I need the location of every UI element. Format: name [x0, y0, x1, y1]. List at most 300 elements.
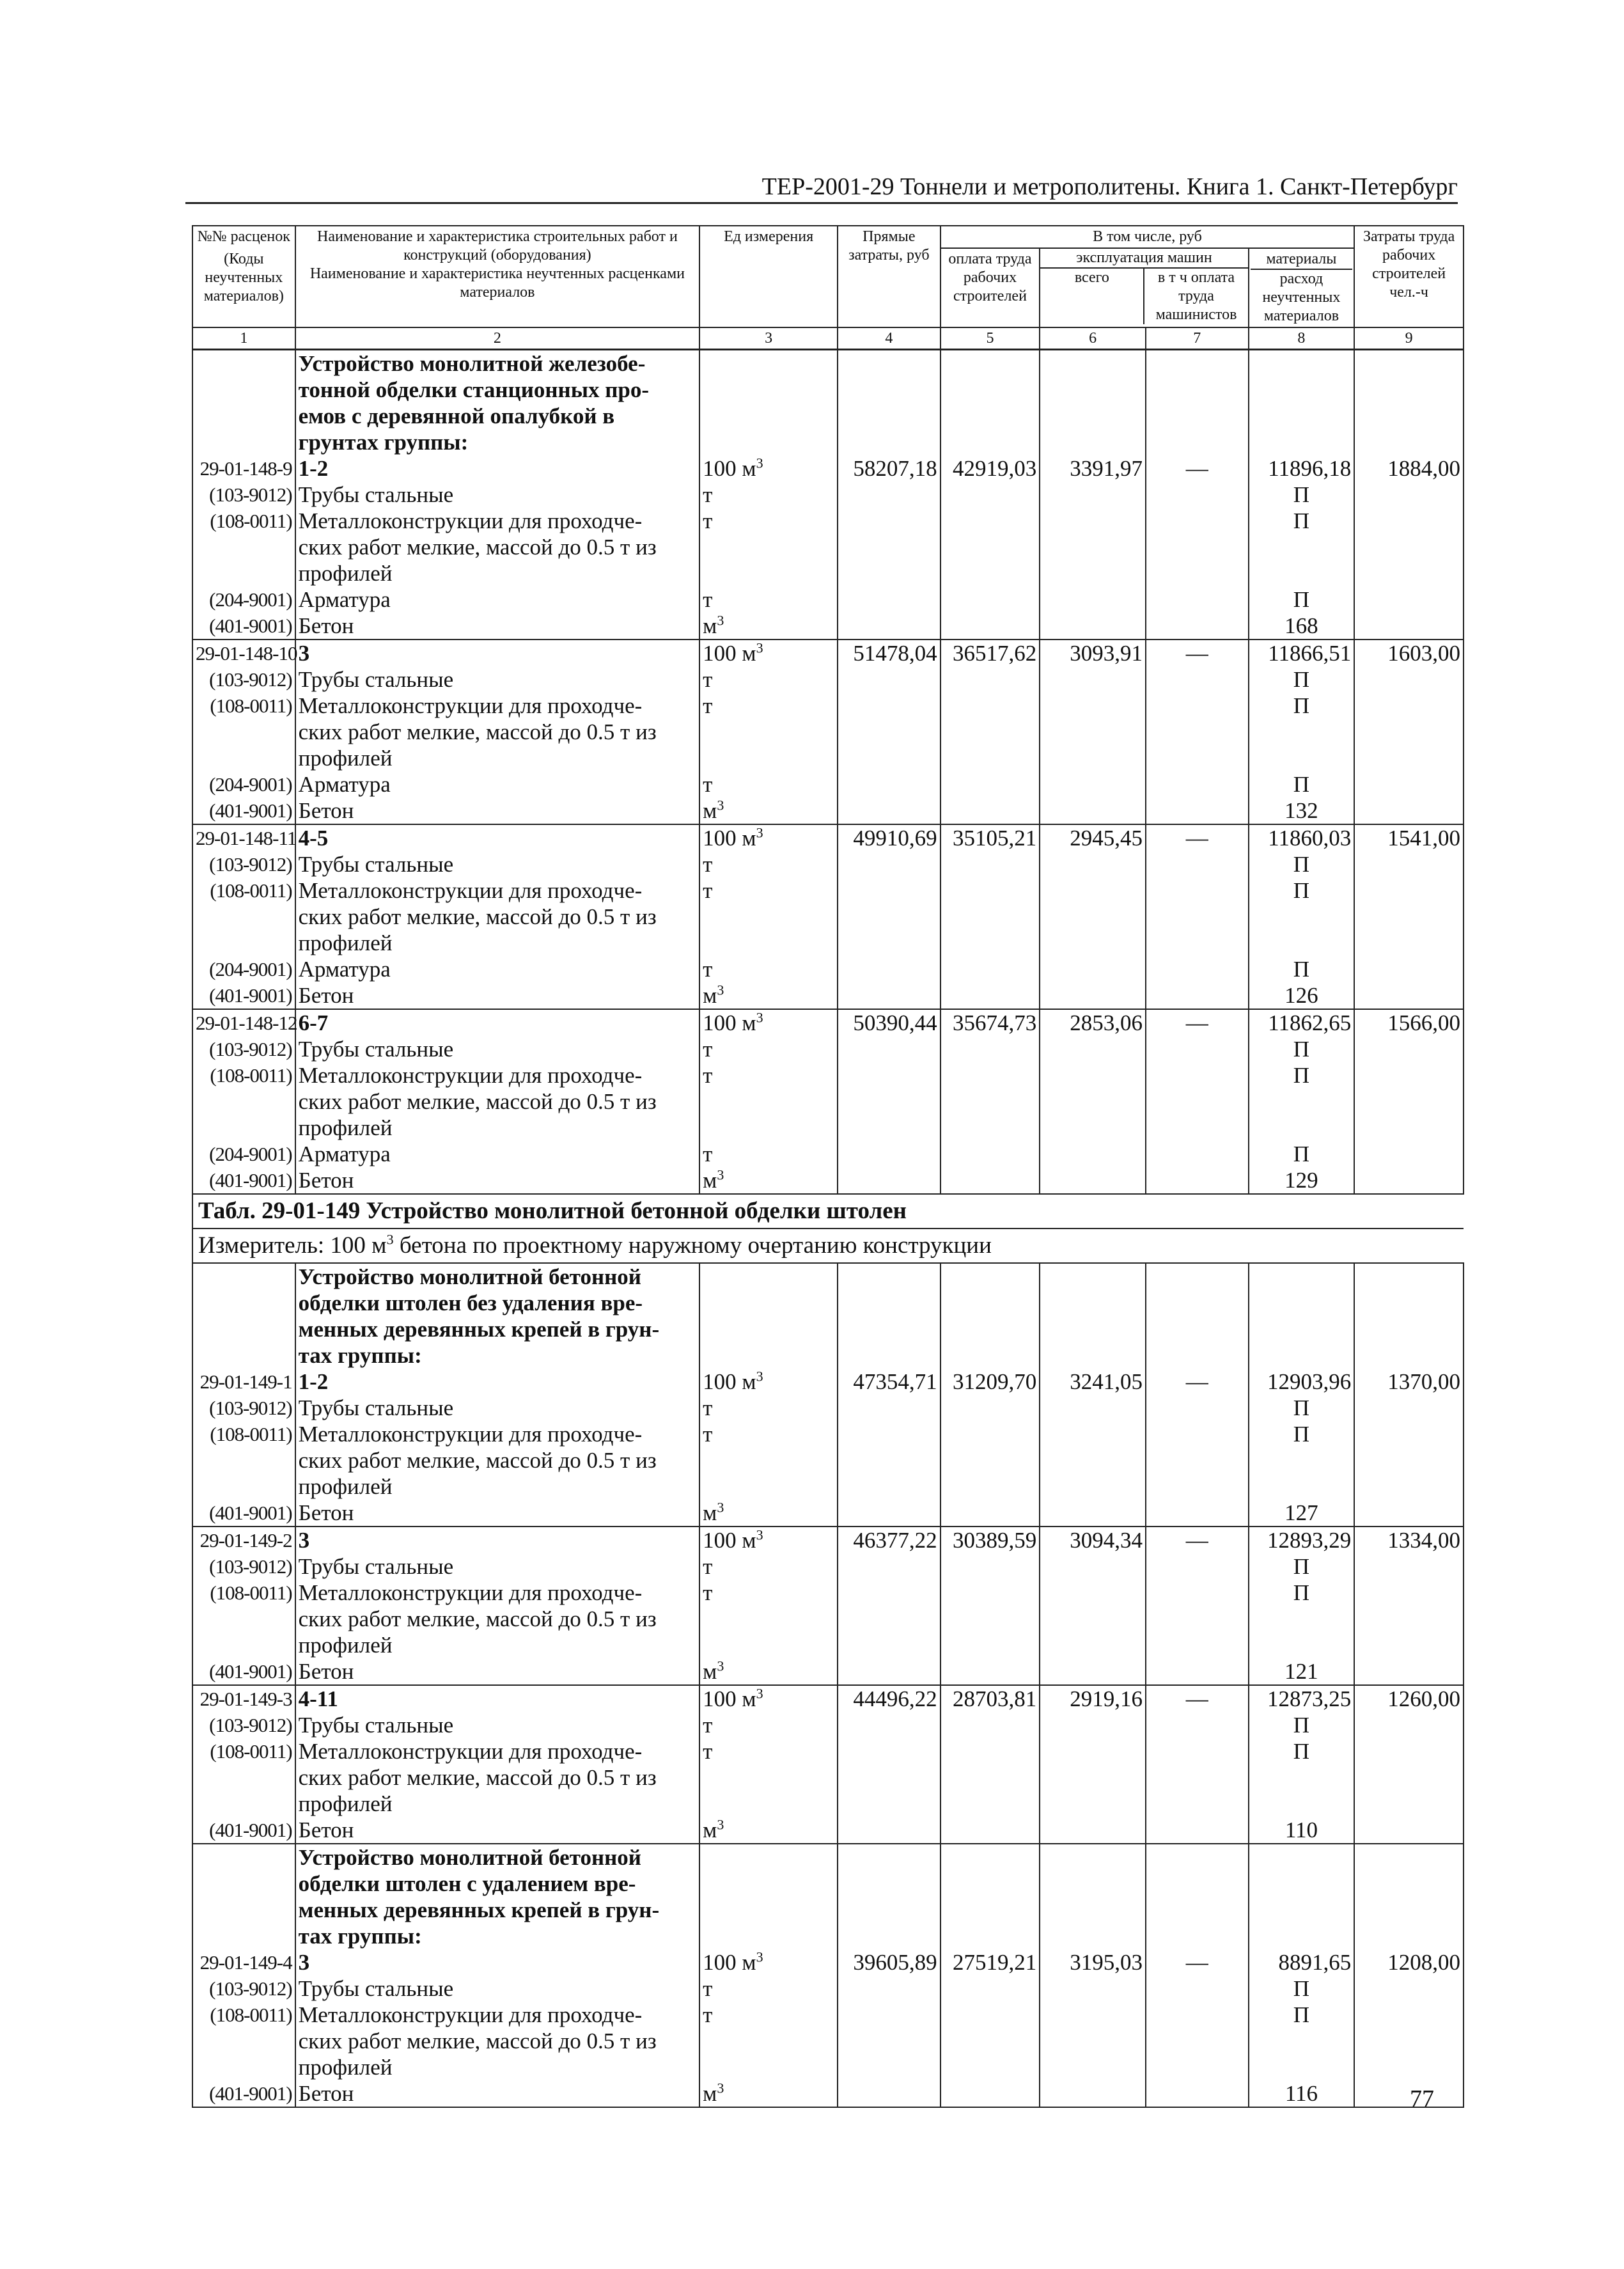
rate-code [192, 1871, 295, 1897]
worker-hours [1354, 1844, 1464, 1871]
rate-code: (401-9001) [192, 1500, 295, 1527]
labor-cost: 30389,59 [941, 1527, 1040, 1553]
machinist-labor-cost [1146, 851, 1249, 877]
worker-hours [1354, 534, 1464, 560]
machines-cost [1040, 2028, 1146, 2054]
rate-code: (204-9001) [192, 956, 295, 982]
worker-hours [1354, 1975, 1464, 2002]
table-row [192, 2002, 1464, 2028]
unit-cell [699, 2028, 838, 2054]
direct-cost: 44496,22 [838, 1685, 941, 1712]
materials-cost: 132 [1249, 797, 1355, 824]
unit-cell [699, 1473, 838, 1500]
table-row [192, 1290, 1464, 1316]
materials-cost: П [1249, 508, 1355, 534]
direct-cost: 46377,22 [838, 1527, 941, 1553]
materials-cost: П [1249, 2002, 1355, 2028]
direct-cost [838, 1062, 941, 1088]
direct-cost [838, 1712, 941, 1738]
item-name: Трубы стальные [295, 1553, 700, 1580]
unit-superscript: 3 [756, 824, 763, 841]
unit-superscript: 3 [756, 1368, 763, 1385]
machines-cost [1040, 429, 1146, 455]
worker-hours [1354, 2002, 1464, 2028]
item-name: Устройство монолитной железобе- [295, 350, 700, 377]
col-labor-header: оплата труда рабочих строителей [941, 248, 1040, 327]
labor-cost [941, 851, 1040, 877]
labor-cost [941, 1897, 1040, 1923]
labor-cost [941, 613, 1040, 640]
item-name: Устройство монолитной бетонной [295, 1844, 700, 1871]
materials-cost [1249, 560, 1355, 586]
item-name: Бетон [295, 1658, 700, 1685]
machines-cost [1040, 719, 1146, 745]
worker-hours [1354, 403, 1464, 429]
machines-cost [1040, 2054, 1146, 2080]
unit-cell [699, 719, 838, 745]
rate-code [192, 403, 295, 429]
machinist-labor-cost [1146, 904, 1249, 930]
machines-cost: 3093,91 [1040, 640, 1146, 666]
unit-text: т [703, 482, 713, 507]
materials-cost [1249, 429, 1355, 455]
machines-cost [1040, 1088, 1146, 1115]
labor-cost [941, 1606, 1040, 1632]
worker-hours [1354, 1580, 1464, 1606]
direct-cost [838, 403, 941, 429]
direct-cost [838, 1764, 941, 1791]
item-name: емов с деревянной опалубкой в [295, 403, 700, 429]
rate-code [192, 745, 295, 771]
rate-code [192, 1115, 295, 1141]
table-row [192, 1167, 1464, 1194]
unit-superscript: 3 [756, 1685, 763, 1702]
table-row [192, 771, 1464, 797]
unit-cell [699, 1009, 838, 1036]
unit-cell [699, 1923, 838, 1949]
rate-code: 29-01-148-10 [192, 640, 295, 666]
table-header [192, 226, 1464, 350]
col-machines-labor-header: в т ч оплата труда машинистов [1155, 269, 1237, 323]
unit-text: м [703, 1659, 717, 1684]
direct-cost: 39605,89 [838, 1949, 941, 1975]
unit-cell [699, 1553, 838, 1580]
table-title-text: Табл. 29-01-149 Устройство монолитной бетонной обделки штолен [198, 1198, 907, 1224]
rate-code: 29-01-149-1 [192, 1369, 295, 1395]
worker-hours [1354, 1316, 1464, 1342]
rate-code [192, 1764, 295, 1791]
unit-cell [699, 904, 838, 930]
machines-cost [1040, 1062, 1146, 1088]
machines-cost: 2853,06 [1040, 1009, 1146, 1036]
machinist-labor-cost [1146, 1447, 1249, 1473]
materials-cost: 11866,51 [1249, 640, 1355, 666]
worker-hours [1354, 1473, 1464, 1500]
worker-hours [1354, 2080, 1464, 2107]
unit-superscript: 3 [717, 1658, 724, 1674]
materials-cost: 129 [1249, 1167, 1355, 1194]
unit-cell [699, 745, 838, 771]
rate-code: 29-01-149-2 [192, 1527, 295, 1553]
rate-code: (108-0011) [192, 508, 295, 534]
table-row [192, 1500, 1464, 1527]
labor-cost [941, 1871, 1040, 1897]
labor-cost [941, 429, 1040, 455]
rate-code: (204-9001) [192, 1141, 295, 1167]
unit-cell [699, 1369, 838, 1395]
col-num: 5 [941, 327, 1040, 350]
worker-hours [1354, 586, 1464, 613]
machinist-labor-cost [1146, 1975, 1249, 2002]
labor-cost [941, 1447, 1040, 1473]
rate-code: 29-01-149-4 [192, 1949, 295, 1975]
labor-cost [941, 877, 1040, 904]
item-name: грунтах группы: [295, 429, 700, 455]
labor-cost [941, 482, 1040, 508]
machines-cost [1040, 1167, 1146, 1194]
materials-cost [1249, 403, 1355, 429]
machines-cost [1040, 1764, 1146, 1791]
labor-cost [941, 1263, 1040, 1290]
table-row [192, 1658, 1464, 1685]
materials-cost: П [1249, 693, 1355, 719]
worker-hours: 1260,00 [1354, 1685, 1464, 1712]
page-header [185, 173, 1458, 204]
unit-text: м [703, 2081, 717, 2106]
direct-cost [838, 2002, 941, 2028]
table-row [192, 2054, 1464, 2080]
materials-cost [1249, 350, 1355, 377]
labor-cost [941, 1290, 1040, 1316]
unit-cell [699, 1527, 838, 1553]
rate-code: (103-9012) [192, 1975, 295, 2002]
worker-hours: 1541,00 [1354, 824, 1464, 851]
unit-cell [699, 455, 838, 482]
machines-cost [1040, 560, 1146, 586]
machines-cost [1040, 1580, 1146, 1606]
labor-cost [941, 2054, 1040, 2080]
unit-cell [699, 377, 838, 403]
rate-code: (108-0011) [192, 693, 295, 719]
labor-cost: 27519,21 [941, 1949, 1040, 1975]
machines-cost [1040, 1553, 1146, 1580]
table-row [192, 693, 1464, 719]
worker-hours [1354, 613, 1464, 640]
machinist-labor-cost [1146, 771, 1249, 797]
worker-hours [1354, 956, 1464, 982]
unit-cell [699, 1658, 838, 1685]
labor-cost [941, 930, 1040, 956]
unit-cell [699, 1342, 838, 1369]
unit-cell [699, 560, 838, 586]
worker-hours [1354, 1088, 1464, 1115]
unit-text: м [703, 1168, 717, 1193]
materials-cost [1249, 745, 1355, 771]
col-name-header: Наименование и характеристика строительных работ и конструкций (оборудования) Наименование и характеристика неучтенных расценками материалов [295, 226, 700, 327]
machinist-labor-cost [1146, 403, 1249, 429]
item-name: Металлоконструкции для проходче- [295, 1580, 700, 1606]
machinist-labor-cost [1146, 666, 1249, 693]
direct-cost [838, 377, 941, 403]
table-row [192, 1738, 1464, 1764]
direct-cost [838, 982, 941, 1009]
rate-code: 29-01-148-9 [192, 455, 295, 482]
unit-cell [699, 693, 838, 719]
machines-cost [1040, 534, 1146, 560]
table-row [192, 1316, 1464, 1342]
labor-cost [941, 586, 1040, 613]
unit-cell [699, 1817, 838, 1844]
machinist-labor-cost [1146, 745, 1249, 771]
unit-cell [699, 403, 838, 429]
col-machines-total-header: всего [1040, 269, 1144, 324]
direct-cost [838, 666, 941, 693]
labor-cost [941, 1088, 1040, 1115]
rate-code [192, 429, 295, 455]
unit-text: т [703, 1422, 713, 1447]
machinist-labor-cost [1146, 1606, 1249, 1632]
rate-code: (103-9012) [192, 666, 295, 693]
direct-cost [838, 771, 941, 797]
materials-cost: 8891,65 [1249, 1949, 1355, 1975]
rate-code [192, 350, 295, 377]
machines-cost [1040, 693, 1146, 719]
table-row [192, 1369, 1464, 1395]
machines-cost [1040, 1342, 1146, 1369]
unit-superscript: 3 [717, 1499, 724, 1516]
item-name: ских работ мелкие, массой до 0.5 т из [295, 1606, 700, 1632]
labor-cost [941, 1817, 1040, 1844]
table-row [192, 1395, 1464, 1421]
machinist-labor-cost [1146, 560, 1249, 586]
direct-cost [838, 877, 941, 904]
direct-cost [838, 797, 941, 824]
machinist-labor-cost [1146, 1658, 1249, 1685]
machines-cost [1040, 797, 1146, 824]
unit-cell [699, 824, 838, 851]
materials-cost: П [1249, 482, 1355, 508]
labor-cost [941, 534, 1040, 560]
item-name: Металлоконструкции для проходче- [295, 877, 700, 904]
direct-cost [838, 1975, 941, 2002]
machines-cost [1040, 1141, 1146, 1167]
labor-cost [941, 2028, 1040, 2054]
unit-superscript: 3 [717, 1816, 724, 1833]
direct-cost [838, 1473, 941, 1500]
col-num: 8 [1249, 327, 1355, 350]
worker-hours [1354, 1036, 1464, 1062]
table-row [192, 1871, 1464, 1897]
labor-cost [941, 797, 1040, 824]
machines-cost [1040, 956, 1146, 982]
direct-cost [838, 1342, 941, 1369]
item-name: обделки штолен с удалением вре- [295, 1871, 700, 1897]
machines-cost [1040, 1658, 1146, 1685]
unit-cell [699, 1844, 838, 1871]
materials-cost: П [1249, 1712, 1355, 1738]
machinist-labor-cost [1146, 1632, 1249, 1658]
rate-code [192, 930, 295, 956]
machines-cost [1040, 1036, 1146, 1062]
unit-cell [699, 1500, 838, 1527]
machines-cost [1040, 1923, 1146, 1949]
unit-text: т [703, 1580, 713, 1605]
machinist-labor-cost [1146, 1342, 1249, 1369]
item-name: ских работ мелкие, массой до 0.5 т из [295, 534, 700, 560]
table-row [192, 1844, 1464, 1871]
unit-text: т [703, 1063, 713, 1088]
table-caption-row [192, 1194, 1464, 1229]
worker-hours [1354, 1897, 1464, 1923]
labor-cost [941, 508, 1040, 534]
machines-cost: 3094,34 [1040, 1527, 1146, 1553]
machines-cost: 2945,45 [1040, 824, 1146, 851]
machines-cost: 3391,97 [1040, 455, 1146, 482]
labor-cost [941, 982, 1040, 1009]
machines-cost [1040, 2080, 1146, 2107]
rate-code: 29-01-149-3 [192, 1685, 295, 1712]
worker-hours [1354, 482, 1464, 508]
col-num: 3 [699, 327, 838, 350]
machinist-labor-cost [1146, 797, 1249, 824]
machinist-labor-cost [1146, 613, 1249, 640]
table-row [192, 377, 1464, 403]
materials-cost [1249, 1342, 1355, 1369]
machinist-labor-cost [1146, 1764, 1249, 1791]
unit-superscript: 3 [756, 640, 763, 656]
machinist-labor-cost: — [1146, 824, 1249, 851]
direct-cost [838, 534, 941, 560]
materials-cost [1249, 930, 1355, 956]
unit-cell [699, 1764, 838, 1791]
worker-hours [1354, 1764, 1464, 1791]
item-name: Арматура [295, 586, 700, 613]
direct-cost [838, 1844, 941, 1871]
rate-code [192, 1844, 295, 1871]
materials-cost [1249, 1844, 1355, 1871]
machines-cost [1040, 1395, 1146, 1421]
table-row [192, 482, 1464, 508]
worker-hours: 1334,00 [1354, 1527, 1464, 1553]
machinist-labor-cost: — [1146, 455, 1249, 482]
labor-cost [941, 1844, 1040, 1871]
labor-cost [941, 2002, 1040, 2028]
worker-hours [1354, 1817, 1464, 1844]
rate-code: (401-9001) [192, 1167, 295, 1194]
machinist-labor-cost [1146, 1062, 1249, 1088]
table-row [192, 904, 1464, 930]
rate-code: 29-01-148-12 [192, 1009, 295, 1036]
unit-cell [699, 613, 838, 640]
machines-cost [1040, 745, 1146, 771]
rate-code [192, 1342, 295, 1369]
unit-superscript: 3 [756, 1009, 763, 1026]
labor-cost [941, 1923, 1040, 1949]
unit-cell [699, 666, 838, 693]
materials-cost [1249, 2054, 1355, 2080]
direct-cost [838, 586, 941, 613]
item-name: профилей [295, 1791, 700, 1817]
item-name: Металлоконструкции для проходче- [295, 2002, 700, 2028]
item-name: тах группы: [295, 1923, 700, 1949]
rate-code: (204-9001) [192, 586, 295, 613]
materials-cost [1249, 1263, 1355, 1290]
materials-cost [1249, 1115, 1355, 1141]
worker-hours [1354, 1115, 1464, 1141]
unit-superscript: 3 [717, 2080, 724, 2096]
direct-cost [838, 1167, 941, 1194]
direct-cost [838, 904, 941, 930]
machines-cost [1040, 1447, 1146, 1473]
labor-cost [941, 956, 1040, 982]
rate-code [192, 1263, 295, 1290]
unit-cell [699, 1580, 838, 1606]
item-name: Бетон [295, 613, 700, 640]
unit-cell [699, 1167, 838, 1194]
table-row [192, 534, 1464, 560]
rate-code [192, 1791, 295, 1817]
table-row [192, 455, 1464, 482]
unit-superscript: 3 [756, 455, 763, 471]
rate-code [192, 1088, 295, 1115]
machinist-labor-cost [1146, 693, 1249, 719]
materials-cost: 126 [1249, 982, 1355, 1009]
materials-cost [1249, 1897, 1355, 1923]
worker-hours [1354, 930, 1464, 956]
materials-cost: 168 [1249, 613, 1355, 640]
unit-text: т [703, 1395, 713, 1420]
table-row [192, 930, 1464, 956]
worker-hours [1354, 1421, 1464, 1447]
item-name: менных деревянных крепей в грун- [295, 1316, 700, 1342]
unit-cell [699, 1685, 838, 1712]
unit-text: т [703, 1713, 713, 1738]
materials-cost: 127 [1249, 1500, 1355, 1527]
item-name: Трубы стальные [295, 1975, 700, 2002]
rate-code [192, 1632, 295, 1658]
machinist-labor-cost [1146, 508, 1249, 534]
labor-cost: 36517,62 [941, 640, 1040, 666]
direct-cost [838, 1658, 941, 1685]
col-num: 4 [838, 327, 941, 350]
item-name: Устройство монолитной бетонной [295, 1263, 700, 1290]
machines-cost: 3195,03 [1040, 1949, 1146, 1975]
machinist-labor-cost [1146, 1141, 1249, 1167]
materials-cost: П [1249, 1036, 1355, 1062]
labor-cost [941, 1062, 1040, 1088]
direct-cost [838, 1316, 941, 1342]
item-name: Трубы стальные [295, 666, 700, 693]
materials-cost: 110 [1249, 1817, 1355, 1844]
item-name: 4-5 [295, 824, 700, 851]
item-name: Металлоконструкции для проходче- [295, 1738, 700, 1764]
worker-hours [1354, 560, 1464, 586]
item-name: Металлоконструкции для проходче- [295, 508, 700, 534]
machines-cost [1040, 1290, 1146, 1316]
unit-superscript: 3 [717, 1166, 724, 1183]
rate-code [192, 1447, 295, 1473]
rate-code [192, 1290, 295, 1316]
materials-cost [1249, 1923, 1355, 1949]
unit-cell [699, 851, 838, 877]
rate-code [192, 2054, 295, 2080]
worker-hours [1354, 719, 1464, 745]
materials-cost: 11896,18 [1249, 455, 1355, 482]
worker-hours [1354, 1632, 1464, 1658]
direct-cost [838, 745, 941, 771]
item-name: профилей [295, 930, 700, 956]
worker-hours [1354, 1290, 1464, 1316]
